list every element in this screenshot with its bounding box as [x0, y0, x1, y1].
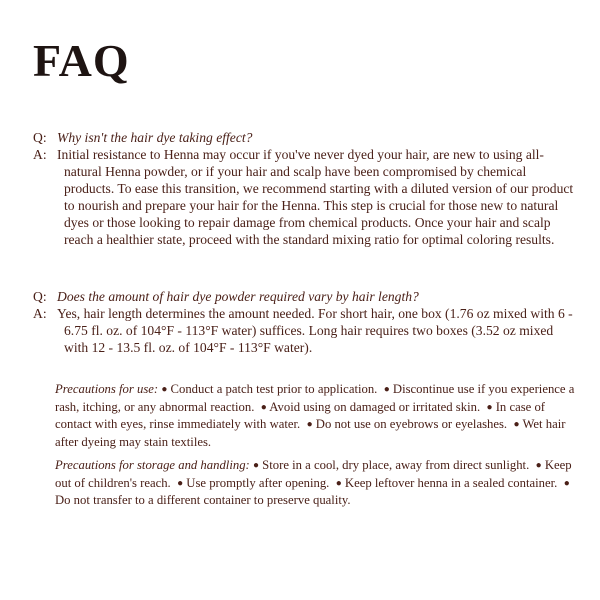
- faq-answer: [33, 305, 578, 356]
- question-prefix: Q:: [33, 130, 47, 145]
- precaution-item: Do not transfer to a different container to preserve quality.: [55, 493, 351, 507]
- bullet-icon: ●: [335, 477, 342, 489]
- precaution-item: Keep leftover henna in a sealed container.: [344, 475, 558, 490]
- bullet-icon: ●: [383, 384, 390, 395]
- bullet-icon: ●: [161, 384, 168, 395]
- precaution-item: Wet hair after dyeing may stain textiles.: [55, 417, 566, 449]
- precaution-item: Conduct a patch test prior to application.: [170, 382, 378, 396]
- precautions-use: [55, 381, 580, 451]
- answer-text: Initial resistance to Henna may occur if you've never dyed your hair, are new to using all-natural Henna powder, or if your hair and scalp have been compromised by chemical products. To ease this transition, we recommend starting with a diluted version of our product to nourish and prepare your hair for the Henna. This step is crucial for those new to natural dyes or those looking to repair damage from chemical products. Once your hair and scalp reach a healthier state, proceed with the standard mixing ratio for optimal coloring results.: [57, 147, 574, 247]
- bullet-icon: ●: [535, 460, 542, 471]
- precautions-use-label: Precautions for use:: [55, 382, 159, 396]
- precaution-item: Do not use on eyebrows or eyelashes.: [315, 417, 508, 431]
- bullet-icon: ●: [306, 419, 313, 430]
- answer-text: Yes, hair length determines the amount needed. For short hair, one box (1.76 oz mixed with 6 - 6.75 fl. oz. of 104°F - 113°F water) suffices. Long hair requires two boxes (3.52 oz mixed with 12 - 13.5 fl. oz. of 104°F - 113°F water).: [57, 306, 573, 355]
- precaution-item: Store in a cool, dry place, away from direct sunlight.: [262, 458, 530, 472]
- faq-answer: [33, 146, 578, 248]
- faq-question: [33, 129, 578, 146]
- question-prefix: Q:: [33, 289, 47, 304]
- precaution-item: Discontinue use if you experience a rash, itching, or any abnormal reaction.: [55, 382, 575, 414]
- bullet-icon: ●: [563, 477, 570, 489]
- precaution-item: In case of contact with eyes, rinse immediately with water.: [55, 399, 546, 431]
- precaution-item: Avoid using on damaged or irritated skin.: [269, 399, 481, 414]
- faq-question: [33, 288, 578, 305]
- answer-prefix: A:: [33, 147, 47, 162]
- answer-prefix: A:: [33, 306, 47, 321]
- faq-item: [33, 129, 578, 248]
- precaution-item: Use promptly after opening.: [186, 475, 330, 490]
- precautions-storage-label: Precautions for storage and handling:: [55, 458, 250, 472]
- bullet-icon: ●: [513, 419, 520, 430]
- bullet-icon: ●: [177, 477, 184, 489]
- bullet-icon: ●: [252, 460, 259, 471]
- bullet-icon: ●: [486, 401, 493, 413]
- bullet-icon: ●: [260, 401, 267, 413]
- faq-item: [33, 288, 578, 356]
- question-text: Does the amount of hair dye powder required vary by hair length?: [57, 289, 419, 304]
- question-text: Why isn't the hair dye taking effect?: [57, 130, 253, 145]
- precautions-storage: [55, 457, 580, 510]
- page-title: FAQ: [33, 35, 130, 86]
- precaution-item: Keep out of children's reach.: [55, 458, 572, 490]
